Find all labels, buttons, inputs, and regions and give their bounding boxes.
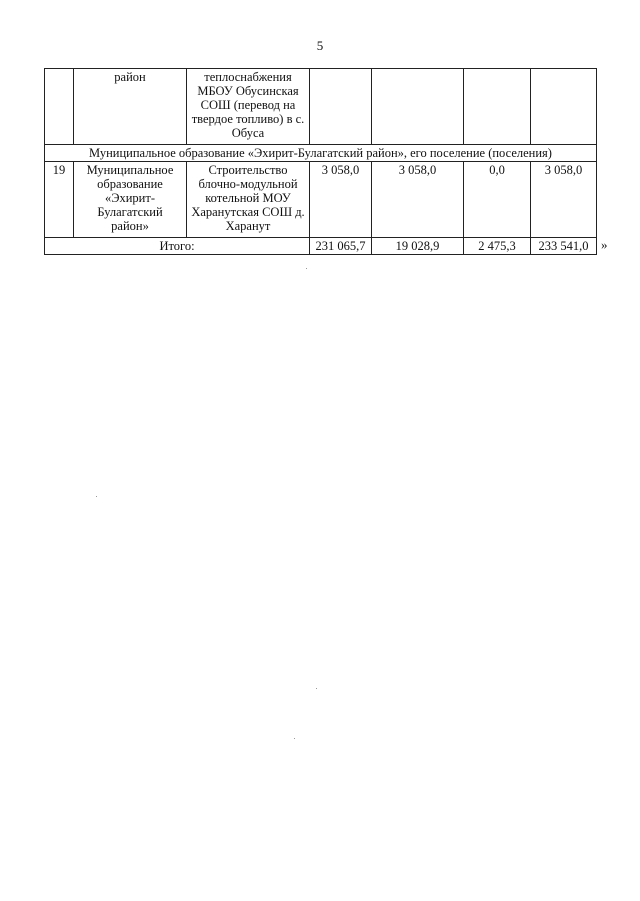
value-cell-1	[310, 69, 372, 145]
scan-speck	[306, 268, 307, 269]
total-value-1: 231 065,7	[310, 238, 372, 255]
total-label: Итого:	[45, 238, 310, 255]
page-number: 5	[316, 38, 324, 53]
municipality-cell: район	[74, 69, 187, 145]
value-cell-2: 3 058,0	[372, 162, 464, 238]
row-number-cell	[45, 69, 74, 145]
funding-table	[44, 68, 597, 255]
value-cell-3: 0,0	[464, 162, 531, 238]
scan-speck	[294, 738, 295, 739]
table-row-continued	[45, 69, 597, 145]
total-value-4: 233 541,0	[531, 238, 597, 255]
total-value-2: 19 028,9	[372, 238, 464, 255]
total-value-3: 2 475,3	[464, 238, 531, 255]
scan-speck	[316, 688, 317, 689]
row-number-cell: 19	[45, 162, 74, 238]
section-header-row	[45, 145, 597, 162]
project-cell: Строительство блочно-модульной котельной МОУ Харанутская СОШ д. Харанут	[187, 162, 310, 238]
section-header: Муниципальное образование «Эхирит-Булагатский район», его поселение (поселения)	[45, 145, 597, 162]
total-row	[45, 238, 597, 255]
value-cell-3	[464, 69, 531, 145]
project-cell: теплоснабжения МБОУ Обусинская СОШ (перевод на твердое топливо) в с. Обуса	[187, 69, 310, 145]
value-cell-4	[531, 69, 597, 145]
table-row	[45, 162, 597, 238]
value-cell-1: 3 058,0	[310, 162, 372, 238]
scan-speck	[96, 496, 97, 497]
value-cell-4: 3 058,0	[531, 162, 597, 238]
municipality-cell: Муниципальное образование «Эхирит-Булагатский район»	[74, 162, 187, 238]
closing-quote: »	[601, 237, 608, 252]
value-cell-2	[372, 69, 464, 145]
